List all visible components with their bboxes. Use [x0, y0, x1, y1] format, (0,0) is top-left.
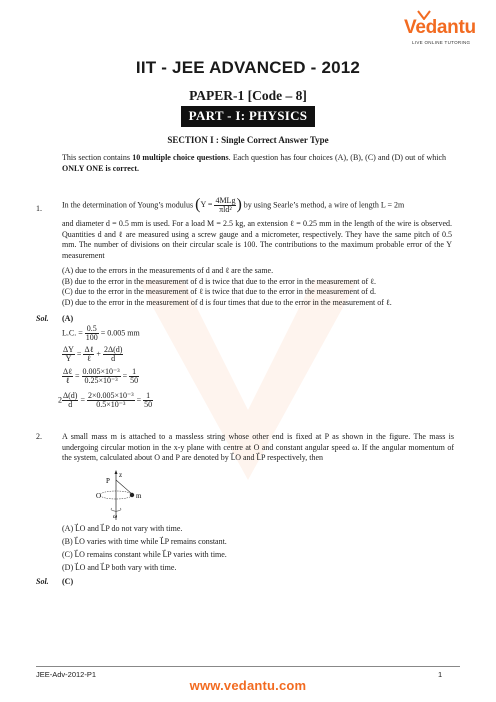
label-m: m [136, 492, 142, 500]
label-P: P [106, 477, 110, 485]
option-a[interactable]: (A) due to the errors in the measurements of d and ℓ are the same. [62, 266, 274, 275]
label-omega: ω [113, 514, 118, 520]
question-number: 1. [36, 204, 42, 213]
question-1-stem: and diameter d = 0.5 mm is used. For a load M = 2.5 kg, an extension ℓ = 0.25 mm in the length of the wire is observed. Quantities d and ℓ are measured using a screw gauge and a micrometer, respectively. They have the same pitch of 0.5 mm. The number of divisions on their circular scale is 100. The contributions to the maximum probable error of the Y measurement [62, 219, 452, 260]
youngs-modulus-formula: (Y = $\frac{\text{4MLg}}{\text{πld²}}$ ) [195, 196, 242, 214]
option-c[interactable]: (C) L⃗O remains constant while L⃗P varies with time. [62, 550, 227, 560]
section-instructions: This section contains 10 multiple choice questions. Each question has four choices (A), (B), (C) and (D) out of which ONLY ONE is correct. [62, 153, 447, 173]
solution-label: Sol. [36, 314, 49, 323]
section-heading: SECTION I : Single Correct Answer Type [167, 135, 329, 145]
option-b[interactable]: (B) L⃗O varies with time while L⃗P remains constant. [62, 537, 227, 547]
footer-rule [36, 666, 460, 667]
question-number: 2. [36, 432, 42, 441]
logo-tagline: LIVE ONLINE TUTORING [412, 40, 471, 45]
part-label: PART - I: PHYSICS [181, 106, 316, 127]
string [116, 480, 132, 494]
label-z: z [119, 471, 123, 479]
relative-error-eq: $\frac{\Delta Y}{Y}$ = $\frac{\text{Δℓ}}{\text{ℓ}}$ + $\frac{2\Delta(d)}{d}$ [63, 345, 123, 363]
answer: (A) [62, 314, 74, 323]
answer: (C) [62, 577, 74, 586]
footer-code: JEE-Adv-2012-P1 [36, 670, 97, 679]
circular-motion-figure [86, 470, 176, 522]
question-2-stem: A small mass m is attached to a massless string whose other end is fixed at P as shown in the figure. The mass is undergoing circular motion in the x-y plane with centre at O and constant angular speed ω. If the angular momentum of the system, calculated about O and P are denoted by L⃗O and L⃗P respectively, then [62, 432, 454, 463]
extension-error-eq: $\frac{\text{Δℓ}}{\text{ℓ}}$ = $\frac{\text{0.005×10⁻³}}{\text{0.25×10⁻³}}$ = $\frac{1}{50}$ [63, 367, 139, 385]
option-a[interactable]: (A) L⃗O and L⃗P do not vary with time. [62, 524, 183, 533]
diameter-error-eq: 2 $\frac{\Delta(d)}{d}$ = $\frac{\text{2×0.005×10⁻³}}{\text{0.5×10⁻³}}$ = $\frac{1}{50}$ [58, 391, 153, 409]
question-2-options [62, 524, 456, 574]
least-count-eq: L.C. = $\frac{0.5}{100}$ = 0.005 mm [62, 324, 140, 342]
option-d[interactable]: (D) L⃗O and L⃗P both vary with time. [62, 563, 177, 573]
option-d[interactable]: (D) due to the error in the measurement of d is four times that due to the error in the measurement of ℓ. [62, 297, 392, 307]
mass-bob [130, 493, 134, 497]
footer-url-link[interactable]: www.vedantu.com [189, 678, 307, 693]
option-b[interactable]: (B) due to the error in the measurement of d is twice that due to the error in the measurement of ℓ. [62, 276, 376, 286]
question-1-stem-line1: In the determination of Young’s modulus (Y = $\frac{\text{4MLg}}{\text{πld²}}$ ) by using Searle’s method, a wire of length L = 2m [62, 196, 405, 214]
label-O: O [96, 492, 102, 500]
question-1-options [62, 266, 456, 308]
solution-label: Sol. [36, 577, 49, 586]
vedantu-logo[interactable] [396, 8, 486, 48]
exam-title: IIT - JEE ADVANCED - 2012 [135, 58, 361, 77]
z-axis-arrow [115, 470, 118, 474]
paper-code: PAPER-1 [Code – 8] [189, 88, 307, 103]
page-number: 1 [438, 670, 443, 679]
logo-text: Vedantu [404, 17, 476, 38]
option-c[interactable]: (C) due to the error in the measurement of ℓ is twice that due to the error in the measurement of d. [62, 287, 376, 297]
part-banner [0, 106, 496, 127]
